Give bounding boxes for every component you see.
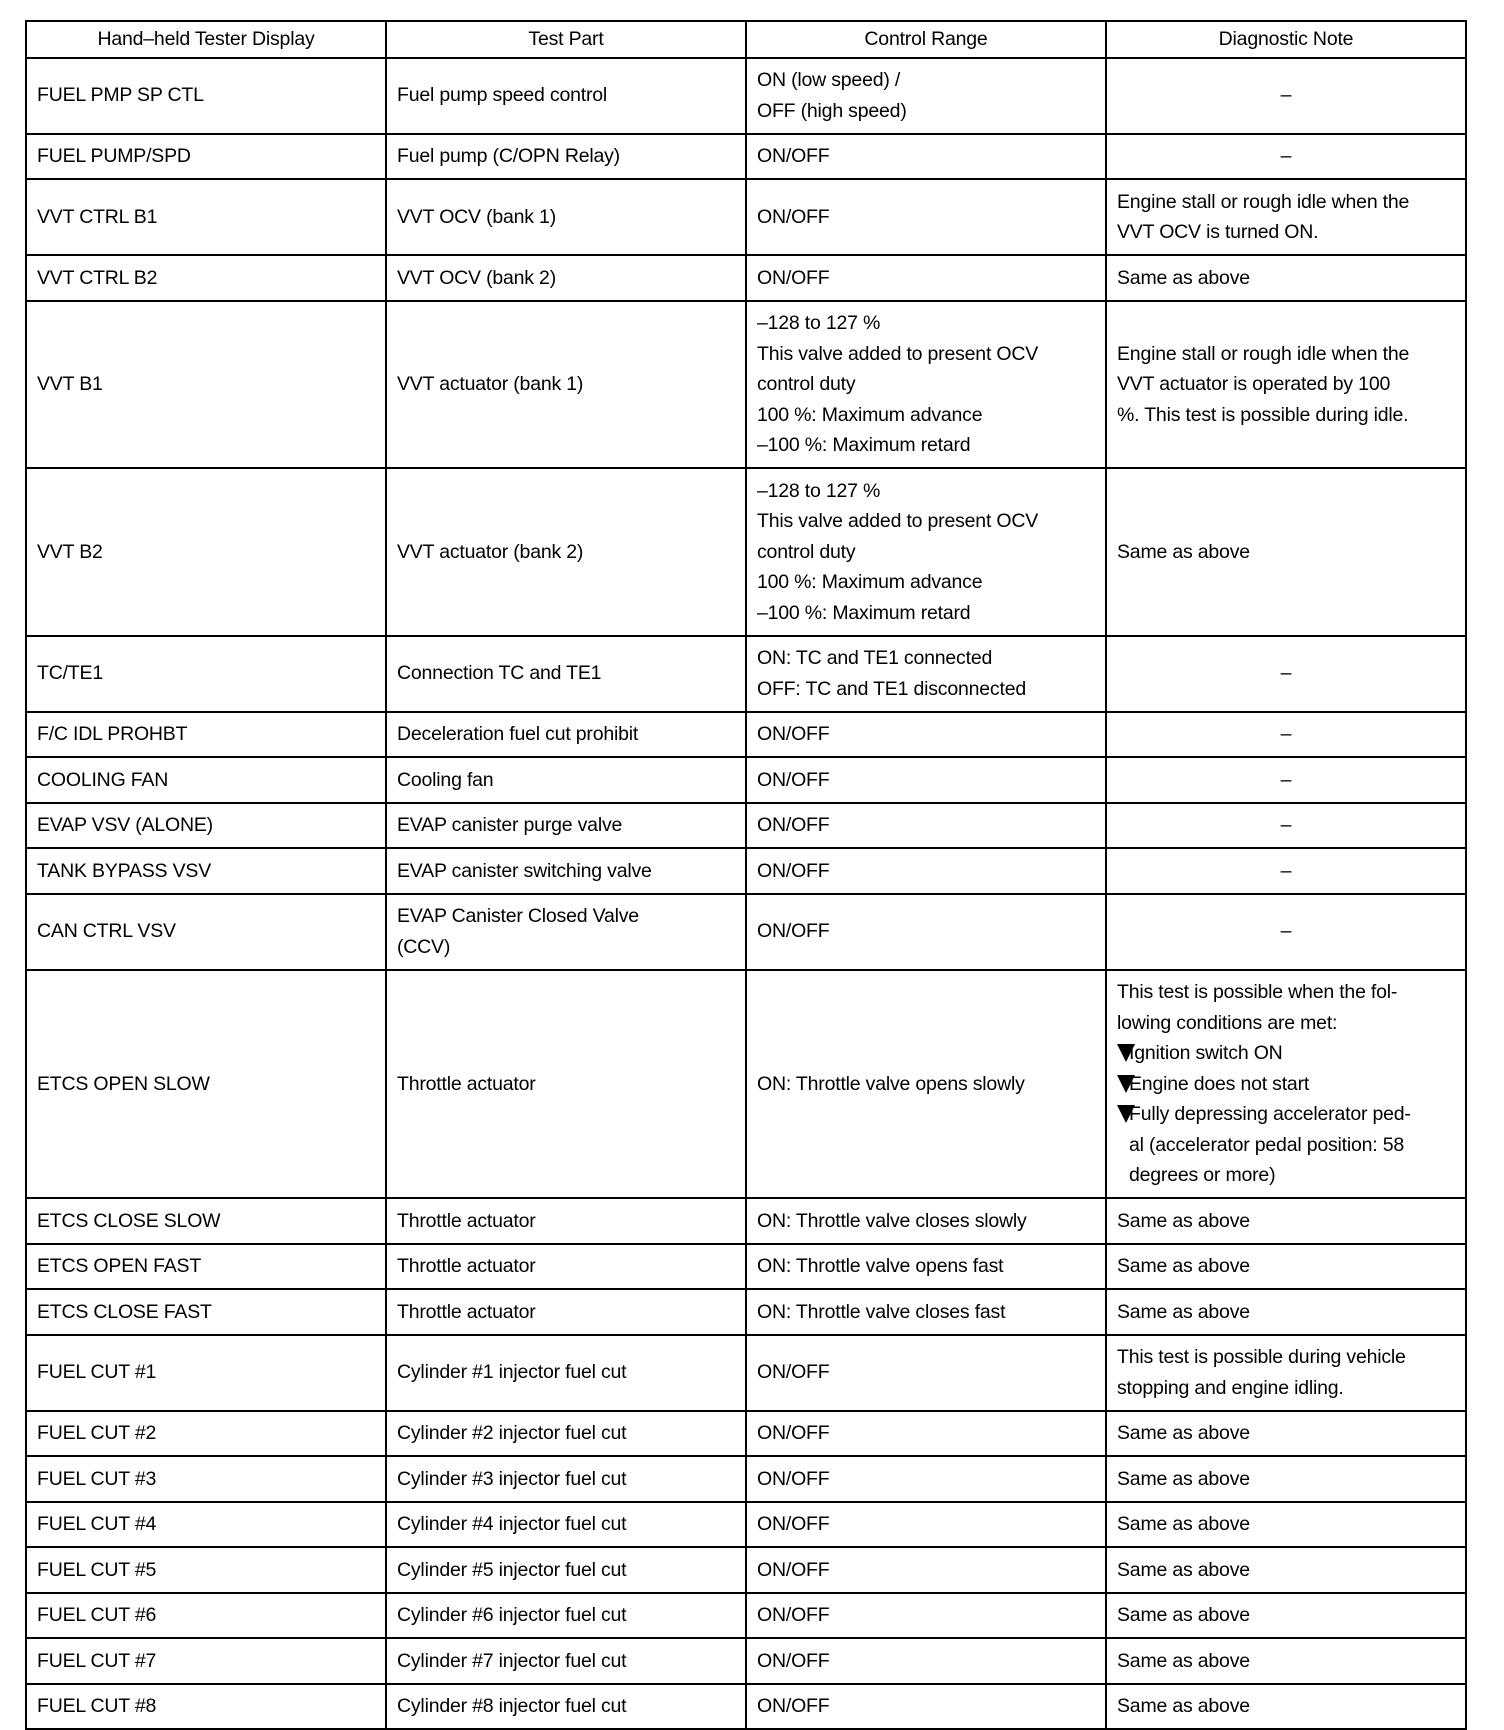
table-row bbox=[26, 255, 1466, 301]
control-range-cell bbox=[746, 1502, 1106, 1548]
control-range-cell-line: ON/OFF bbox=[757, 1422, 830, 1444]
table-row bbox=[26, 1198, 1466, 1244]
diagnostic-note-cell bbox=[1106, 179, 1466, 255]
control-range-cell-line: ON/OFF bbox=[757, 768, 830, 791]
control-range-cell bbox=[746, 1684, 1106, 1730]
tester-display-cell: FUEL CUT #4 bbox=[26, 1502, 386, 1548]
diagnostic-note-cell-line: %. This test is possible during idle. bbox=[1117, 403, 1409, 426]
diagnostic-note-cell-line: – bbox=[1280, 145, 1292, 167]
diagnostic-note-cell bbox=[1106, 894, 1466, 970]
diagnostic-note-cell-line: Same as above bbox=[1117, 1649, 1250, 1672]
test-part-cell bbox=[386, 1335, 746, 1411]
test-part-cell bbox=[386, 134, 746, 180]
test-part-cell-line: Cylinder #7 injector fuel cut bbox=[397, 1649, 627, 1672]
table-row bbox=[26, 468, 1466, 636]
test-part-cell-line: EVAP Canister Closed Valve bbox=[397, 905, 639, 927]
control-range-cell bbox=[746, 468, 1106, 636]
table-row bbox=[26, 1411, 1466, 1457]
table-row bbox=[26, 1335, 1466, 1411]
test-part-cell-line: (CCV) bbox=[397, 935, 451, 958]
control-range-cell-line: ON/OFF bbox=[757, 1695, 830, 1717]
control-range-cell-line: ON: Throttle valve opens slowly bbox=[757, 1072, 1025, 1095]
diagnostic-note-cell bbox=[1106, 848, 1466, 894]
control-range-cell bbox=[746, 301, 1106, 469]
control-range-cell-line: OFF (high speed) bbox=[757, 99, 907, 122]
tester-display-cell: VVT B1 bbox=[26, 301, 386, 469]
tester-display-cell: FUEL CUT #3 bbox=[26, 1456, 386, 1502]
tester-display-cell: FUEL CUT #2 bbox=[26, 1411, 386, 1457]
test-part-cell bbox=[386, 468, 746, 636]
control-range-cell-line: –100 %: Maximum retard bbox=[757, 434, 971, 456]
control-range-cell bbox=[746, 970, 1106, 1199]
condition-bullet bbox=[1117, 1038, 1455, 1069]
tester-display-cell: TC/TE1 bbox=[26, 636, 386, 712]
diagnostic-note-cell-line: Same as above bbox=[1117, 1255, 1250, 1277]
control-range-cell-line: –100 %: Maximum retard bbox=[757, 601, 971, 624]
table-row bbox=[26, 1684, 1466, 1730]
control-range-cell-line: ON/OFF bbox=[757, 1513, 830, 1535]
table-row bbox=[26, 1244, 1466, 1290]
test-part-cell-line: Cylinder #8 injector fuel cut bbox=[397, 1695, 627, 1717]
diagnostic-note-cell bbox=[1106, 1244, 1466, 1290]
condition-bullet bbox=[1117, 1099, 1455, 1130]
diagnostic-note-cell bbox=[1106, 134, 1466, 180]
table-row bbox=[26, 58, 1466, 134]
test-part-cell-line: Connection TC and TE1 bbox=[397, 662, 602, 685]
diagnostic-note-cell-line: Same as above bbox=[1117, 1467, 1250, 1490]
tester-display-cell: ETCS OPEN SLOW bbox=[26, 970, 386, 1199]
diagnostic-note-cell bbox=[1106, 1411, 1466, 1457]
diagnostic-note-cell bbox=[1106, 1502, 1466, 1548]
control-range-cell-line: 100 %: Maximum advance bbox=[757, 403, 983, 426]
tester-display-cell: ETCS CLOSE FAST bbox=[26, 1289, 386, 1335]
test-part-cell bbox=[386, 1198, 746, 1244]
control-range-cell bbox=[746, 1547, 1106, 1593]
test-part-cell bbox=[386, 636, 746, 712]
tester-display-cell: COOLING FAN bbox=[26, 757, 386, 803]
diagnostic-note-cell-line: VVT actuator is operated by 100 bbox=[1117, 373, 1391, 395]
test-part-cell bbox=[386, 301, 746, 469]
test-part-cell-line: Throttle actuator bbox=[397, 1255, 536, 1277]
table-row bbox=[26, 894, 1466, 970]
control-range-cell-line: ON (low speed) / bbox=[757, 69, 901, 91]
diagnostic-note-cell-line: Same as above bbox=[1117, 1695, 1250, 1717]
diagnostic-note-cell bbox=[1106, 1335, 1466, 1411]
diagnostic-note-cell bbox=[1106, 1289, 1466, 1335]
condition-text: Engine does not start bbox=[1129, 1072, 1310, 1095]
diagnostic-note-cell-line: Same as above bbox=[1117, 1209, 1250, 1232]
control-range-cell-line: This valve added to present OCV bbox=[757, 342, 1039, 365]
test-part-cell-line: Cylinder #6 injector fuel cut bbox=[397, 1604, 627, 1626]
diagnostic-note-cell-line: – bbox=[1280, 859, 1292, 882]
header-test-part: Test Part bbox=[386, 21, 746, 58]
table-row bbox=[26, 134, 1466, 180]
header-tester-display: Hand–held Tester Display bbox=[26, 21, 386, 58]
control-range-cell bbox=[746, 757, 1106, 803]
test-part-cell-line: Deceleration fuel cut prohibit bbox=[397, 723, 639, 745]
test-part-cell bbox=[386, 1547, 746, 1593]
control-range-cell-line: ON/OFF bbox=[757, 1604, 830, 1626]
table-row bbox=[26, 757, 1466, 803]
diagnostic-note-cell-line: Same as above bbox=[1117, 1558, 1250, 1581]
table-row bbox=[26, 848, 1466, 894]
table-row bbox=[26, 1502, 1466, 1548]
diagnostic-note-cell-line: Engine stall or rough idle when the bbox=[1117, 342, 1410, 365]
test-part-cell bbox=[386, 970, 746, 1199]
tester-display-cell: VVT CTRL B2 bbox=[26, 255, 386, 301]
test-part-cell bbox=[386, 1502, 746, 1548]
control-range-cell-line: ON/OFF bbox=[757, 266, 830, 289]
table-row bbox=[26, 1547, 1466, 1593]
diagnostic-note-cell-line: VVT OCV is turned ON. bbox=[1117, 221, 1319, 243]
control-range-cell bbox=[746, 1411, 1106, 1457]
diagnostic-note-cell-line: Engine stall or rough idle when the bbox=[1117, 190, 1410, 213]
tester-display-cell: CAN CTRL VSV bbox=[26, 894, 386, 970]
diagnostic-note-cell bbox=[1106, 1547, 1466, 1593]
header-control-range: Control Range bbox=[746, 21, 1106, 58]
diagnostic-note-cell-line: Same as above bbox=[1117, 1513, 1250, 1535]
control-range-cell bbox=[746, 1289, 1106, 1335]
test-part-cell-line: VVT OCV (bank 2) bbox=[397, 266, 556, 289]
tester-display-cell: FUEL PUMP/SPD bbox=[26, 134, 386, 180]
test-part-cell bbox=[386, 1684, 746, 1730]
test-part-cell bbox=[386, 58, 746, 134]
test-part-cell-line: EVAP canister purge valve bbox=[397, 814, 623, 836]
table-row bbox=[26, 179, 1466, 255]
diagnostic-note-cell-line: stopping and engine idling. bbox=[1117, 1376, 1344, 1399]
control-range-cell bbox=[746, 1456, 1106, 1502]
tester-display-cell: VVT B2 bbox=[26, 468, 386, 636]
test-part-cell-line: Cylinder #3 injector fuel cut bbox=[397, 1467, 627, 1490]
test-part-cell bbox=[386, 894, 746, 970]
diagnostic-note-cell-line: This test is possible when the fol- bbox=[1117, 981, 1398, 1003]
test-part-cell bbox=[386, 179, 746, 255]
diagnostic-note-cell-line: – bbox=[1280, 920, 1292, 943]
control-range-cell-line: ON: Throttle valve closes slowly bbox=[757, 1209, 1027, 1232]
test-part-cell-line: Fuel pump speed control bbox=[397, 84, 608, 107]
table-row bbox=[26, 1456, 1466, 1502]
diagnostic-note-cell-line: Same as above bbox=[1117, 540, 1250, 563]
test-part-cell bbox=[386, 757, 746, 803]
control-range-cell-line: This valve added to present OCV bbox=[757, 510, 1039, 532]
test-part-cell-line: VVT actuator (bank 1) bbox=[397, 373, 584, 395]
control-range-cell bbox=[746, 179, 1106, 255]
diagnostic-note-cell-line: – bbox=[1280, 84, 1292, 107]
diagnostic-note-cell bbox=[1106, 757, 1466, 803]
control-range-cell-line: ON/OFF bbox=[757, 920, 830, 943]
diagnostic-note-cell-line: Same as above bbox=[1117, 1300, 1250, 1323]
tester-display-cell: FUEL CUT #7 bbox=[26, 1638, 386, 1684]
control-range-cell-line: ON/OFF bbox=[757, 1361, 830, 1384]
tester-display-cell: ETCS CLOSE SLOW bbox=[26, 1198, 386, 1244]
diagnostic-note-cell bbox=[1106, 58, 1466, 134]
test-part-cell-line: Cylinder #2 injector fuel cut bbox=[397, 1422, 627, 1444]
diagnostic-note-cell-line: Same as above bbox=[1117, 1604, 1250, 1626]
control-range-cell-line: ON/OFF bbox=[757, 205, 830, 228]
control-range-cell-line: OFF: TC and TE1 disconnected bbox=[757, 677, 1026, 700]
diagnostic-note-cell-line: – bbox=[1280, 814, 1292, 836]
table-row bbox=[26, 1289, 1466, 1335]
diagnostic-note-cell bbox=[1106, 1684, 1466, 1730]
diagnostic-note-cell-line: Same as above bbox=[1117, 1422, 1250, 1444]
diagnostic-note-cell bbox=[1106, 712, 1466, 758]
tester-display-cell: TANK BYPASS VSV bbox=[26, 848, 386, 894]
diagnostic-note-cell-line: lowing conditions are met: bbox=[1117, 1011, 1338, 1034]
active-test-table bbox=[25, 20, 1467, 1730]
test-part-cell-line: Fuel pump (C/OPN Relay) bbox=[397, 145, 620, 167]
condition-text-continued: degrees or more) bbox=[1129, 1164, 1276, 1186]
diagnostic-note-cell-line: – bbox=[1280, 723, 1292, 745]
control-range-cell bbox=[746, 803, 1106, 849]
table-row bbox=[26, 712, 1466, 758]
diagnostic-note-cell bbox=[1106, 970, 1466, 1199]
diagnostic-note-cell bbox=[1106, 301, 1466, 469]
control-range-cell-line: ON: Throttle valve opens fast bbox=[757, 1255, 1004, 1277]
control-range-cell bbox=[746, 1638, 1106, 1684]
diagnostic-note-cell bbox=[1106, 1456, 1466, 1502]
test-part-cell bbox=[386, 1456, 746, 1502]
test-part-cell-line: VVT actuator (bank 2) bbox=[397, 540, 584, 563]
control-range-cell bbox=[746, 636, 1106, 712]
condition-bullet bbox=[1117, 1069, 1455, 1100]
diagnostic-note-cell-line: Same as above bbox=[1117, 266, 1250, 289]
control-range-cell-line: –128 to 127 % bbox=[757, 312, 881, 334]
control-range-cell bbox=[746, 134, 1106, 180]
table-row bbox=[26, 301, 1466, 469]
control-range-cell bbox=[746, 712, 1106, 758]
tester-display-cell: FUEL PMP SP CTL bbox=[26, 58, 386, 134]
control-range-cell-line: ON/OFF bbox=[757, 859, 830, 882]
table-row bbox=[26, 636, 1466, 712]
test-part-cell bbox=[386, 1593, 746, 1639]
control-range-cell-line: ON/OFF bbox=[757, 1649, 830, 1672]
test-part-cell bbox=[386, 1244, 746, 1290]
control-range-cell bbox=[746, 894, 1106, 970]
test-part-cell-line: VVT OCV (bank 1) bbox=[397, 205, 556, 228]
diagnostic-note-cell bbox=[1106, 468, 1466, 636]
condition-text-continued: al (accelerator pedal position: 58 bbox=[1129, 1133, 1405, 1156]
diagnostic-note-cell bbox=[1106, 803, 1466, 849]
tester-display-cell: FUEL CUT #5 bbox=[26, 1547, 386, 1593]
control-range-cell-line: ON: TC and TE1 connected bbox=[757, 647, 993, 669]
control-range-cell bbox=[746, 1198, 1106, 1244]
control-range-cell-line: 100 %: Maximum advance bbox=[757, 571, 983, 593]
control-range-cell-line: ON/OFF bbox=[757, 145, 830, 167]
table-row bbox=[26, 803, 1466, 849]
test-part-cell bbox=[386, 1411, 746, 1457]
tester-display-cell: F/C IDL PROHBT bbox=[26, 712, 386, 758]
control-range-cell bbox=[746, 848, 1106, 894]
test-part-cell-line: Throttle actuator bbox=[397, 1300, 536, 1323]
diagnostic-note-cell-line: – bbox=[1280, 768, 1292, 791]
tester-display-cell: FUEL CUT #6 bbox=[26, 1593, 386, 1639]
tester-display-cell: EVAP VSV (ALONE) bbox=[26, 803, 386, 849]
diagnostic-note-cell bbox=[1106, 1198, 1466, 1244]
test-part-cell bbox=[386, 1638, 746, 1684]
table-row bbox=[26, 970, 1466, 1199]
control-range-cell bbox=[746, 1593, 1106, 1639]
diagnostic-note-cell bbox=[1106, 255, 1466, 301]
control-range-cell-line: ON/OFF bbox=[757, 1558, 830, 1581]
test-part-cell-line: Cylinder #1 injector fuel cut bbox=[397, 1361, 627, 1384]
condition-text: Ignition switch ON bbox=[1129, 1042, 1283, 1064]
table-row bbox=[26, 1638, 1466, 1684]
test-part-cell-line: EVAP canister switching valve bbox=[397, 859, 652, 882]
diagnostic-note-cell bbox=[1106, 1638, 1466, 1684]
control-range-cell bbox=[746, 255, 1106, 301]
test-part-cell bbox=[386, 255, 746, 301]
diagnostic-note-cell bbox=[1106, 636, 1466, 712]
test-part-cell bbox=[386, 712, 746, 758]
table-header-row bbox=[26, 21, 1466, 58]
diagnostic-note-cell-line: – bbox=[1280, 662, 1292, 685]
test-part-cell-line: Throttle actuator bbox=[397, 1209, 536, 1232]
test-part-cell bbox=[386, 803, 746, 849]
diagnostic-note-cell bbox=[1106, 1593, 1466, 1639]
test-part-cell-line: Cylinder #5 injector fuel cut bbox=[397, 1558, 627, 1581]
tester-display-cell: FUEL CUT #8 bbox=[26, 1684, 386, 1730]
test-part-cell-line: Throttle actuator bbox=[397, 1072, 536, 1095]
control-range-cell bbox=[746, 1244, 1106, 1290]
test-part-cell bbox=[386, 1289, 746, 1335]
header-diagnostic-note: Diagnostic Note bbox=[1106, 21, 1466, 58]
diagnostic-note-cell-line: This test is possible during vehicle bbox=[1117, 1346, 1406, 1368]
control-range-cell-line: control duty bbox=[757, 540, 856, 563]
control-range-cell-line: ON/OFF bbox=[757, 723, 830, 745]
table-row bbox=[26, 1593, 1466, 1639]
control-range-cell bbox=[746, 58, 1106, 134]
control-range-cell-line: ON/OFF bbox=[757, 814, 830, 836]
tester-display-cell: FUEL CUT #1 bbox=[26, 1335, 386, 1411]
tester-display-cell: VVT CTRL B1 bbox=[26, 179, 386, 255]
control-range-cell-line: –128 to 127 % bbox=[757, 479, 881, 502]
test-part-cell-line: Cooling fan bbox=[397, 768, 494, 791]
tester-display-cell: ETCS OPEN FAST bbox=[26, 1244, 386, 1290]
test-part-cell-line: Cylinder #4 injector fuel cut bbox=[397, 1513, 627, 1535]
control-range-cell-line: ON/OFF bbox=[757, 1467, 830, 1490]
control-range-cell bbox=[746, 1335, 1106, 1411]
test-part-cell bbox=[386, 848, 746, 894]
condition-text: Fully depressing accelerator ped- bbox=[1129, 1103, 1411, 1125]
control-range-cell-line: ON: Throttle valve closes fast bbox=[757, 1300, 1006, 1323]
control-range-cell-line: control duty bbox=[757, 373, 856, 395]
